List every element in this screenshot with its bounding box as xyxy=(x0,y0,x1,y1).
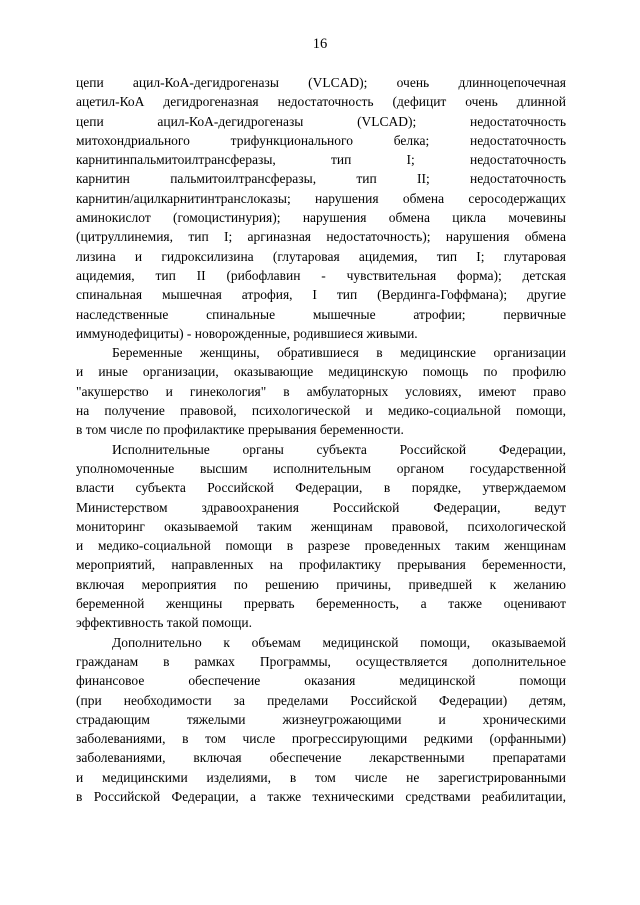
text-line: власти субъекта Российской Федерации, в порядке, утверждаемом xyxy=(76,480,566,496)
page-number: 16 xyxy=(312,36,328,52)
text-line: ацидемия, тип II (рибофлавин - чувствительная форма); детская xyxy=(76,267,566,283)
text-line: в том числе по профилактике прерывания беременности. xyxy=(76,422,404,438)
text-line: и медицинскими изделиями, в том числе не зарегистрированными xyxy=(76,769,566,785)
text-line: мониторинг оказываемой таким женщинам правовой, психологической xyxy=(76,518,566,534)
text-line: митохондриального трифункционального белка; недостаточность xyxy=(76,132,566,148)
text-line: наследственные спинальные мышечные атрофии; первичные xyxy=(76,306,566,322)
text-line: (цитруллинемия, тип I; аргиназная недостаточность); нарушения обмена xyxy=(76,229,566,245)
text-line: лизина и гидроксилизина (глутаровая ацидемия, тип I; глутаровая xyxy=(76,248,566,264)
text-line: Исполнительные органы субъекта Российской Федерации, xyxy=(112,441,566,457)
text-line: иммунодефициты) - новорожденные, родившиеся живыми. xyxy=(76,325,418,341)
text-line: карнитин пальмитоилтрансферазы, тип II; недостаточность xyxy=(76,171,566,187)
text-line: страдающим тяжелыми жизнеугрожающими и хроническими xyxy=(76,711,566,727)
text-line: карнитин/ацилкарнитинтранслоказы; нарушения обмена серосодержащих xyxy=(76,190,566,206)
text-line: на получение правовой, психологической и медико-социальной помощи, xyxy=(76,403,566,419)
paragraph-executive-bodies xyxy=(76,440,566,633)
text-line: цепи ацил-КоА-дегидрогеназы (VLCAD); недостаточность xyxy=(76,113,566,129)
text-line: Дополнительно к объемам медицинской помощи, оказываемой xyxy=(112,634,566,650)
text-line: (при необходимости за пределами Российской Федерации) детям, xyxy=(76,692,566,708)
text-line: финансовое обеспечение оказания медицинской помощи xyxy=(76,673,566,689)
text-line: заболеваниями, в том числе прогрессирующими редкими (орфанными) xyxy=(76,731,566,747)
text-line: уполномоченные высшим исполнительным органом государственной xyxy=(76,460,566,476)
text-line: эффективность такой помощи. xyxy=(76,615,253,631)
text-line: цепи ацил-КоА-дегидрогеназы (VLCAD); очень длинноцепочечная xyxy=(76,75,566,90)
paragraph-pregnant-women xyxy=(76,343,566,439)
document-body xyxy=(76,73,566,806)
paragraph-additional-funding xyxy=(76,633,566,807)
text-line: гражданам в рамках Программы, осуществляется дополнительное xyxy=(76,653,566,669)
text-line: в Российской Федерации, а также техническими средствами реабилитации, xyxy=(76,788,566,804)
text-line: Министерством здравоохранения Российской Федерации, ведут xyxy=(76,499,566,515)
text-line: и медико-социальной помощи в разрезе проведенных таким женщинам xyxy=(76,538,566,554)
text-line: мероприятий, направленных на профилактику прерывания беременности, xyxy=(76,557,566,573)
text-line: "акушерство и гинекология" в амбулаторных условиях, имеют право xyxy=(76,383,566,399)
text-line: Беременные женщины, обратившиеся в медицинские организации xyxy=(112,345,566,361)
text-line: аминокислот (гомоцистинурия); нарушения обмена цикла мочевины xyxy=(76,210,566,226)
text-line: ацетил-КоА дегидрогеназная недостаточность (дефицит очень длинной xyxy=(76,94,566,110)
text-line: и иные организации, оказывающие медицинскую помощь по профилю xyxy=(76,364,566,380)
text-line: спинальная мышечная атрофия, I тип (Вердинга-Гоффмана); другие xyxy=(76,287,566,303)
paragraph-continued-list xyxy=(76,73,566,343)
text-line: заболеваниями, включая обеспечение лекарственными препаратами xyxy=(76,750,566,766)
text-line: включая мероприятия по решению причины, приведшей к желанию xyxy=(76,576,566,592)
text-line: беременной женщины прервать беременность, а также оценивают xyxy=(76,596,566,612)
text-line: карнитинпальмитоилтрансферазы, тип I; недостаточность xyxy=(76,152,566,168)
